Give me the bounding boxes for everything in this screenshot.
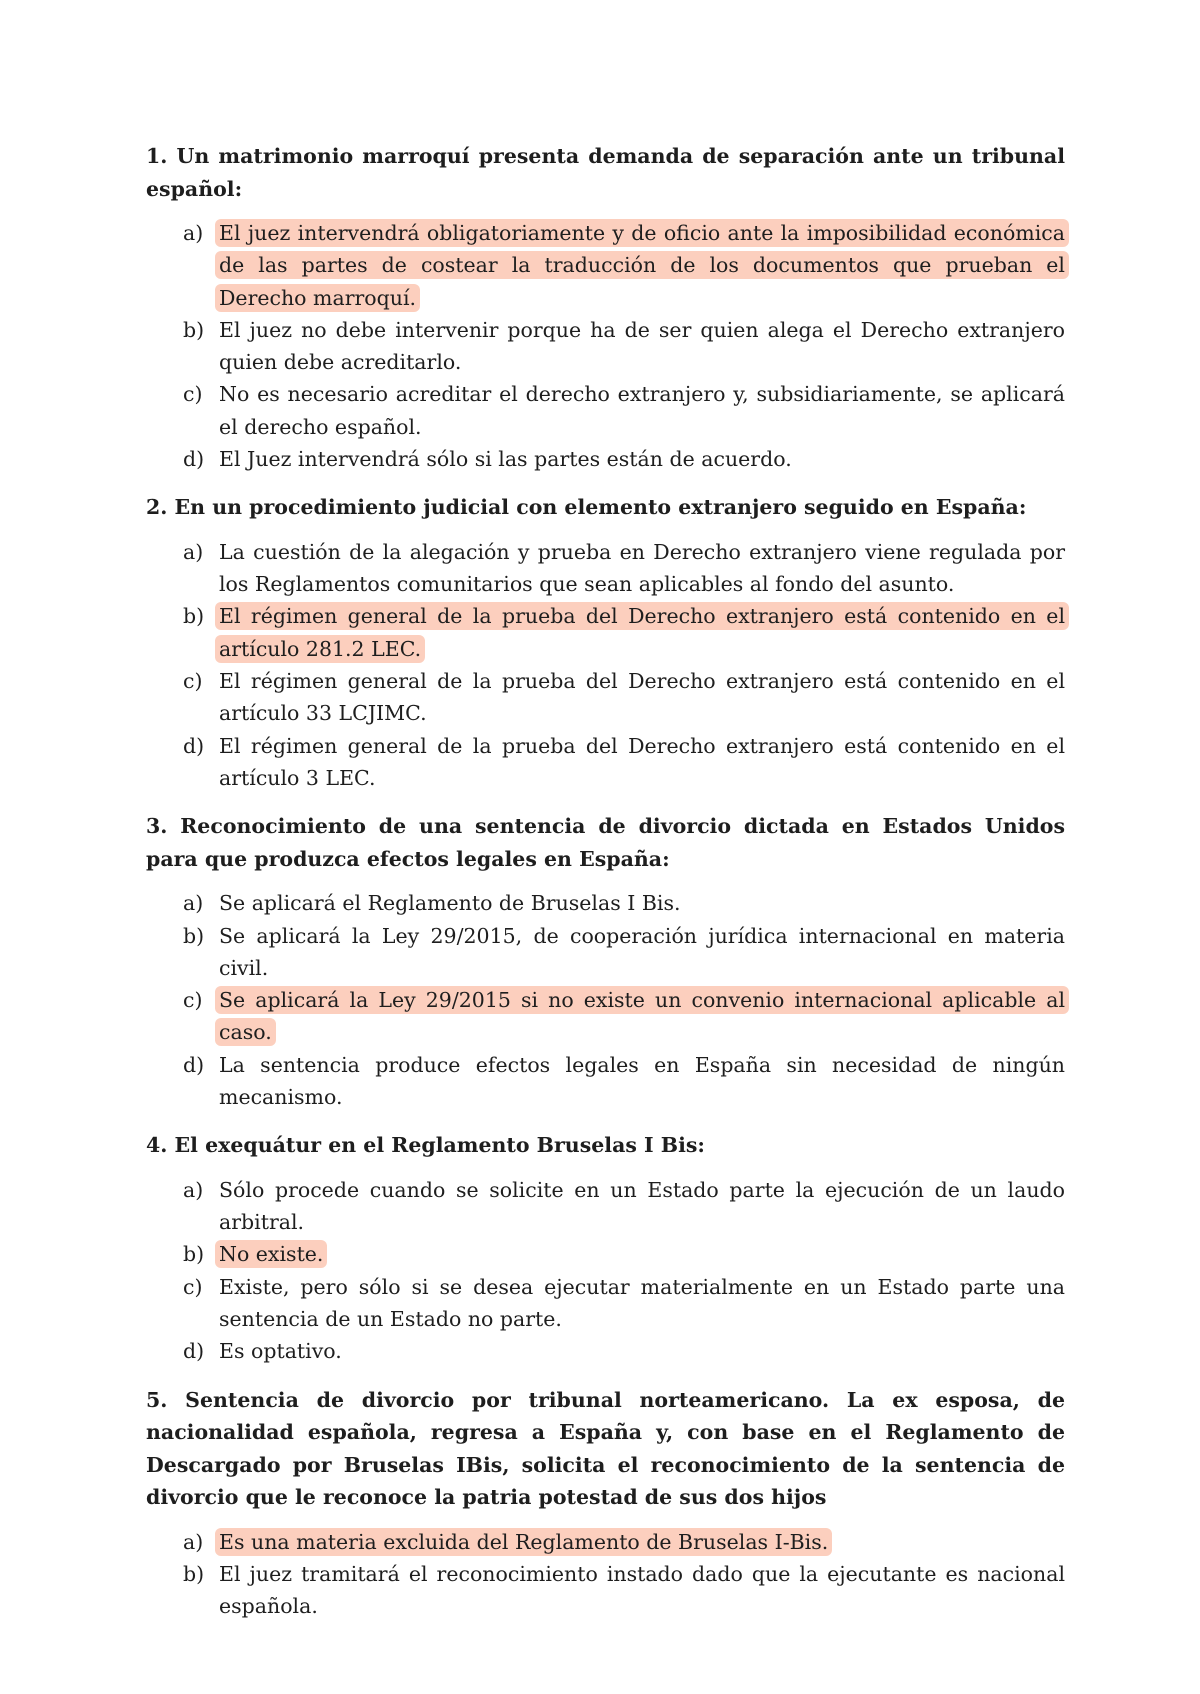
question-4: [146, 1129, 1065, 1367]
option-text: Sólo procede cuando se solicite en un Estado parte la ejecución de un laudo arbitral.: [219, 1177, 1065, 1235]
option-text-highlighted: Es una materia excluida del Reglamento de Bruselas I-Bis.: [215, 1528, 832, 1556]
option-letter: c): [183, 988, 203, 1013]
option-text: No es necesario acreditar el derecho extranjero y, subsidiariamente, se aplicará el derecho español.: [219, 382, 1065, 439]
question-text: 4. El exequátur en el Reglamento Bruselas I Bis:: [146, 1133, 705, 1158]
question-5: [146, 1384, 1065, 1623]
option-d: [146, 1335, 1065, 1367]
question-text: 5. Sentencia de divorcio por tribunal norteamericano. La ex esposa, de nacionalidad española, regresa a España y, con base en el Reglamento de Descargado por Bruselas IBis, solicita el reconocimiento de la sentencia de divorcio que le reconoce la patria potestad de sus dos hijos: [146, 1387, 1065, 1510]
options-list: [146, 1526, 1065, 1623]
question-3: [146, 810, 1065, 1113]
option-text: La cuestión de la alegación y prueba en Derecho extranjero viene regulada por los Reglamentos comunitarios que sean aplicables al fondo del asunto.: [219, 539, 1065, 597]
option-c: [146, 378, 1065, 443]
question-text: 2. En un procedimiento judicial con elemento extranjero seguido en España:: [146, 495, 1027, 520]
option-a: [146, 1526, 1065, 1558]
option-text: El régimen general de la prueba del Derecho extranjero está contenido en el artículo 33 LCJIMC.: [219, 669, 1065, 726]
question-2: [146, 491, 1065, 794]
question-text: 3. Reconocimiento de una sentencia de divorcio dictada en Estados Unidos para que produzca efectos legales en España:: [146, 814, 1065, 871]
option-text: El régimen general de la prueba del Derecho extranjero está contenido en el artículo 3 LEC.: [219, 733, 1065, 790]
option-letter: b): [183, 1561, 205, 1586]
question-1: [146, 140, 1065, 475]
option-b: [146, 1558, 1065, 1623]
options-list: [146, 217, 1065, 475]
option-c: [146, 1271, 1065, 1336]
option-letter: d): [183, 1052, 205, 1077]
option-text-highlighted: No existe.: [215, 1240, 327, 1268]
options-list: [146, 1174, 1065, 1368]
option-text: El juez no debe intervenir porque ha de ser quien alega el Derecho extranjero quien debe acreditarlo.: [219, 317, 1065, 375]
options-list: [146, 887, 1065, 1113]
option-c: [146, 665, 1065, 730]
question-text: 1. Un matrimonio marroquí presenta demanda de separación ante un tribunal español:: [146, 144, 1065, 201]
option-letter: a): [183, 891, 204, 916]
option-d: [146, 443, 1065, 475]
option-letter: c): [183, 1274, 203, 1299]
option-d: [146, 1049, 1065, 1114]
option-b: [146, 600, 1065, 665]
option-a: [146, 536, 1065, 601]
option-text: La sentencia produce efectos legales en España sin necesidad de ningún mecanismo.: [219, 1052, 1065, 1110]
option-letter: a): [183, 1529, 204, 1554]
option-letter: a): [183, 539, 204, 564]
option-a: [146, 887, 1065, 919]
option-c: [146, 984, 1065, 1049]
option-b: [146, 1238, 1065, 1270]
option-text-highlighted: El juez intervendrá obligatoriamente y de oficio ante la imposibilidad económica de las partes de costear la traducción de los documentos que prueban el Derecho marroquí.: [215, 219, 1069, 312]
option-text: Existe, pero sólo si se desea ejecutar materialmente en un Estado parte una sentencia de un Estado no parte.: [219, 1274, 1065, 1332]
option-letter: b): [183, 604, 205, 629]
option-letter: c): [183, 669, 203, 694]
option-letter: d): [183, 733, 205, 758]
option-a: [146, 1174, 1065, 1239]
option-text-highlighted: Se aplicará la Ley 29/2015 si no existe un convenio internacional aplicable al caso.: [215, 986, 1069, 1046]
option-letter: a): [183, 1177, 204, 1202]
option-text: Se aplicará la Ley 29/2015, de cooperación jurídica internacional en materia civil.: [219, 923, 1065, 980]
option-b: [146, 314, 1065, 379]
option-text: Es optativo.: [219, 1339, 342, 1364]
option-letter: d): [183, 447, 205, 472]
option-text: Se aplicará el Reglamento de Bruselas I Bis.: [219, 891, 681, 916]
option-text-highlighted: El régimen general de la prueba del Derecho extranjero está contenido en el artículo 281.2 LEC.: [215, 602, 1069, 662]
option-letter: b): [183, 1242, 205, 1267]
option-letter: a): [183, 221, 204, 245]
option-letter: b): [183, 317, 205, 342]
option-letter: c): [183, 382, 203, 407]
option-a: [146, 217, 1065, 314]
option-letter: d): [183, 1339, 205, 1364]
option-b: [146, 920, 1065, 985]
option-d: [146, 730, 1065, 795]
options-list: [146, 536, 1065, 794]
option-text: El Juez intervendrá sólo si las partes están de acuerdo.: [219, 447, 792, 472]
option-letter: b): [183, 923, 205, 948]
option-text: El juez tramitará el reconocimiento instado dado que la ejecutante es nacional española.: [219, 1561, 1065, 1619]
